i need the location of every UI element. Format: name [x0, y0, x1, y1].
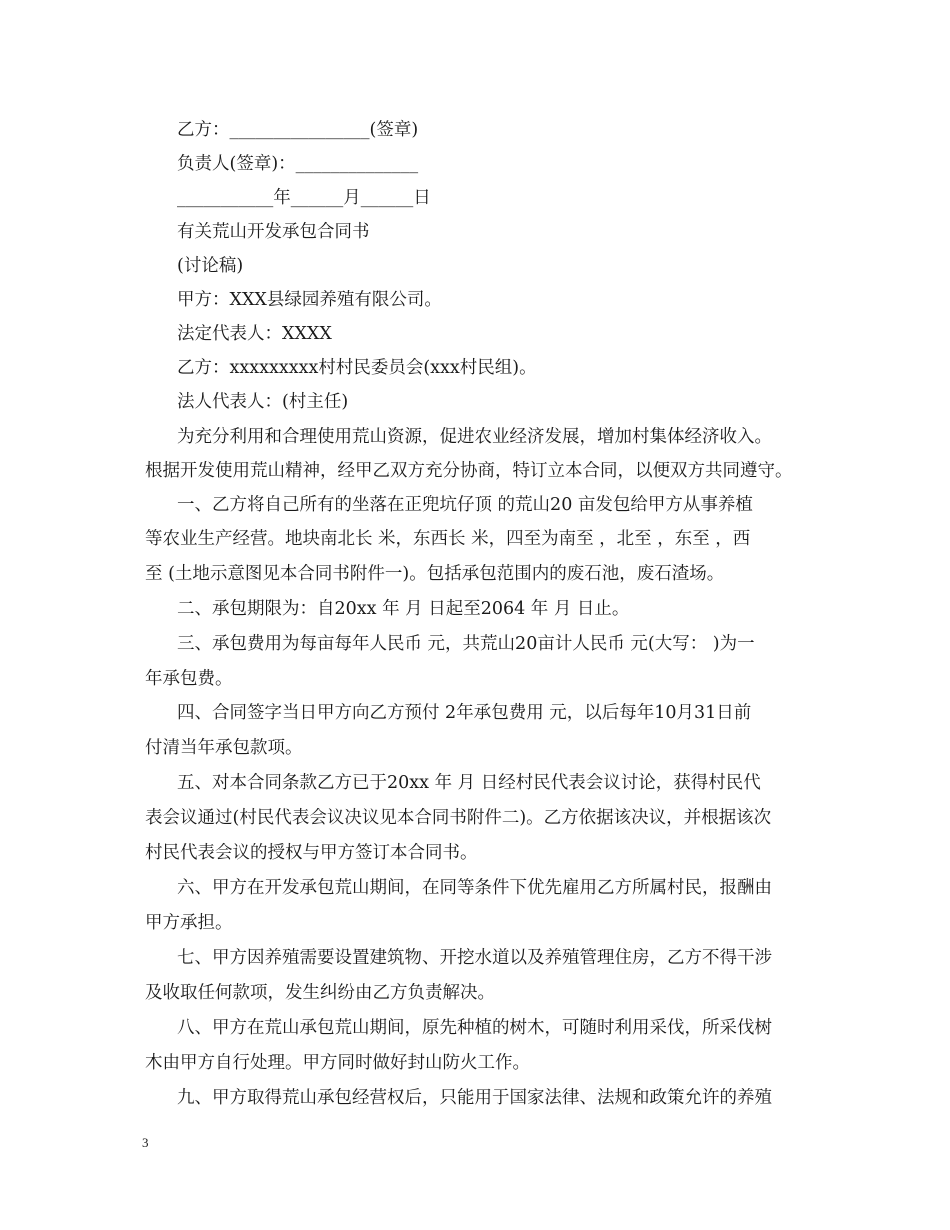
- text-line: 五、对本合同条款乙方已于20xx 年 月 日经村民代表会议讨论，获得村民代: [177, 773, 761, 793]
- text-line: 根据开发使用荒山精神，经甲乙双方充分协商，特订立本合同，以便双方共同遵守。: [145, 461, 793, 481]
- document-title: 有关荒山开发承包合同书: [177, 222, 370, 242]
- text-line: 乙方：________________(签章): [177, 120, 419, 140]
- text-line: 四、合同签字当日甲方向乙方预付 2年承包费用 元，以后每年10月31日前: [177, 703, 752, 723]
- text-line: 表会议通过(村民代表会议决议见本合同书附件二)。乙方依据该决议，并根据该次: [145, 808, 772, 828]
- text-line: 负责人(签章)：______________: [177, 154, 419, 174]
- text-line: 至 (土地示意图见本合同书附件一)。包括承包范围内的废石池，废石渣场。: [145, 564, 725, 584]
- page-number: 3: [142, 1135, 149, 1150]
- text-line: 法定代表人：XXXX: [177, 324, 332, 344]
- text-line: 八、甲方在荒山承包荒山期间，原先种植的树木，可随时利用采伐，所采伐树: [177, 1018, 772, 1038]
- text-line: 木由甲方自行处理。甲方同时做好封山防火工作。: [145, 1053, 530, 1073]
- text-line: 村民代表会议的授权与甲方签订本合同书。: [145, 843, 478, 863]
- text-line: 付清当年承包款项。: [145, 738, 303, 758]
- text-line: 七、甲方因养殖需要设置建筑物、开挖水道以及养殖管理住房，乙方不得干涉: [177, 948, 772, 968]
- text-line: 甲方承担。: [145, 913, 233, 933]
- text-line: 为充分利用和合理使用荒山资源，促进农业经济发展，增加村集体经济收入。: [177, 427, 772, 447]
- text-line: 六、甲方在开发承包荒山期间，在同等条件下优先雇用乙方所属村民，报酬由: [177, 878, 772, 898]
- text-line: 及收取任何款项，发生纠纷由乙方负责解决。: [145, 983, 495, 1003]
- text-line: 三、承包费用为每亩每年人民币 元，共荒山20亩计人民币 元(大写： )为一: [177, 634, 755, 654]
- draft-note: (讨论稿): [177, 256, 244, 276]
- text-line: ___________年______月______日: [177, 188, 431, 208]
- text-line: 法人代表人：(村主任): [177, 392, 349, 412]
- text-line: 一、乙方将自己所有的坐落在正兜坑仔顶 的荒山20 亩发包给甲方从事养植: [177, 495, 753, 515]
- text-line: 等农业生产经营。地块南北长 米，东西长 米，四至为南至 ，北至 ，东至 ，西: [145, 529, 751, 549]
- text-line: 年承包费。: [145, 669, 233, 689]
- text-line: 九、甲方取得荒山承包经营权后，只能用于国家法律、法规和政策允许的养殖: [177, 1088, 772, 1108]
- text-line: 乙方：xxxxxxxxx村村民委员会(xxx村民组)。: [177, 358, 537, 378]
- text-line: 甲方：XXX县绿园养殖有限公司。: [177, 290, 442, 310]
- text-line: 二、承包期限为：自20xx 年 月 日起至2064 年 月 日止。: [177, 599, 630, 619]
